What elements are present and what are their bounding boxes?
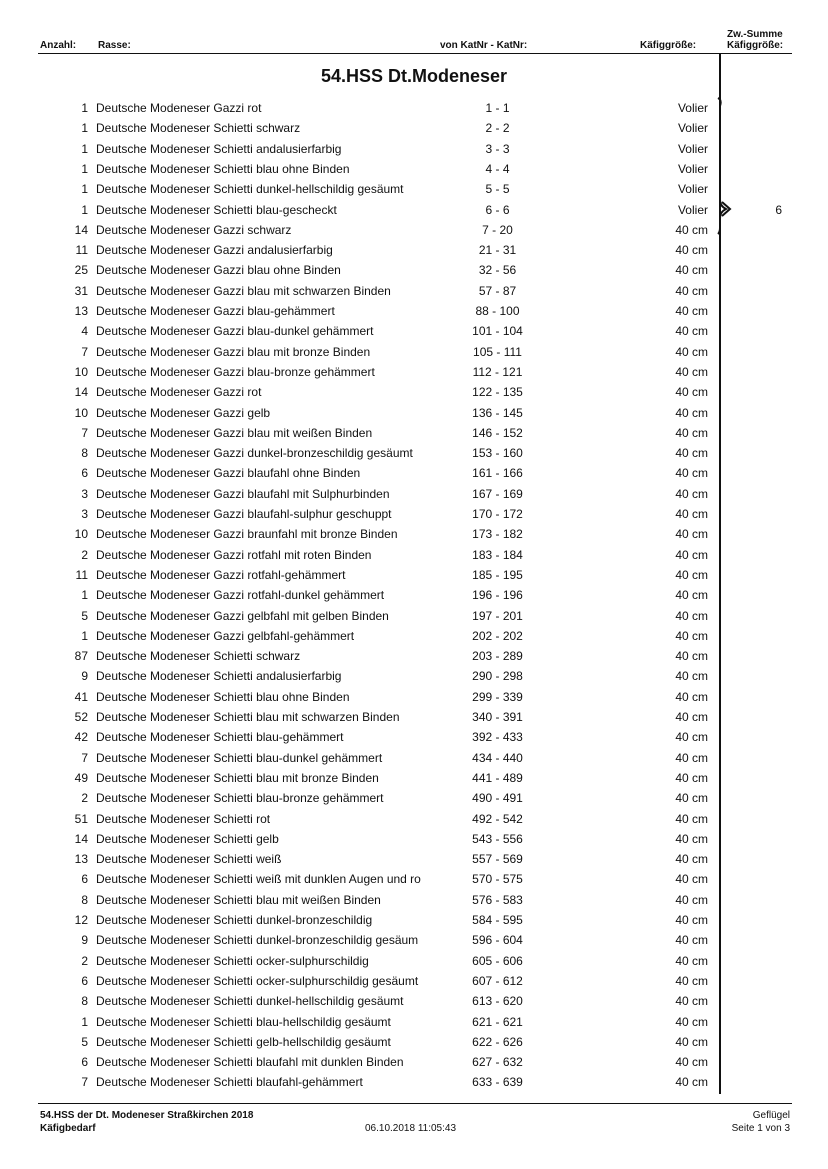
row-catalog-range: 173 - 182 (472, 527, 523, 542)
row-breed: Deutsche Modeneser Gazzi dunkel-bronzeschildig gesäumt (96, 446, 413, 461)
row-breed: Deutsche Modeneser Gazzi blaufahl-sulphur geschuppt (96, 507, 392, 521)
row-quantity: 87 (74, 649, 88, 664)
subtotal-count: 6 (775, 203, 782, 217)
row-breed: Deutsche Modeneser Schietti rot (96, 811, 271, 826)
row-quantity: 14 (74, 385, 88, 400)
table-row (0, 220, 828, 240)
row-breed: Deutsche Modeneser Schietti dunkel-hellschildig gesäumt (96, 994, 404, 1009)
row-cage-size: 40 cm (675, 1075, 708, 1090)
row-quantity: 25 (74, 263, 88, 278)
table-row (0, 118, 828, 138)
row-quantity: 10 (74, 405, 88, 420)
row-quantity: 10 (74, 527, 88, 542)
row-breed: Deutsche Modeneser Gazzi gelb (96, 405, 271, 420)
row-breed: Deutsche Modeneser Schietti blau mit bronze Binden (96, 770, 379, 785)
row-quantity: 11 (75, 567, 88, 582)
row-breed: Deutsche Modeneser Schietti weiß (96, 852, 282, 867)
row-quantity: 42 (74, 730, 88, 745)
row-breed: Deutsche Modeneser Schietti dunkel-hellschildig gesäumt (96, 182, 404, 197)
row-cage-size: 40 cm (675, 852, 708, 867)
table-row (0, 98, 828, 118)
table-row (0, 281, 828, 301)
table-row (0, 301, 828, 321)
row-cage-size: 40 cm (675, 649, 708, 664)
table-row (0, 200, 828, 220)
table-row (0, 930, 828, 950)
row-quantity: 7 (81, 344, 88, 359)
header-anzahl: Anzahl: (40, 40, 77, 51)
row-quantity: 1 (81, 101, 88, 115)
table-row (0, 524, 828, 544)
row-cage-size: 40 cm (675, 831, 708, 846)
row-cage-size: 40 cm (675, 344, 708, 359)
table-row (0, 809, 828, 829)
table-row (0, 727, 828, 747)
row-catalog-range: 32 - 56 (478, 263, 517, 278)
row-catalog-range: 299 - 339 (472, 689, 523, 704)
row-quantity: 1 (81, 121, 88, 136)
row-cage-size: 40 cm (675, 791, 708, 806)
row-catalog-range: 153 - 160 (472, 446, 523, 461)
header-rasse: Rasse: (98, 40, 131, 51)
row-quantity: 10 (74, 364, 88, 379)
table-row (0, 565, 828, 585)
row-quantity: 6 (81, 466, 88, 481)
footer-event: 54.HSS der Dt. Modeneser Straßkirchen 2018 (40, 1110, 254, 1121)
row-catalog-range: 6 - 6 (485, 202, 510, 217)
row-cage-size: Volier (677, 202, 708, 217)
section-title: 54.HSS Dt.Modeneser (320, 66, 508, 86)
footer-category: Geflügel (752, 1110, 790, 1121)
row-cage-size: 40 cm (675, 872, 708, 887)
row-catalog-range: 161 - 166 (472, 466, 523, 481)
row-breed: Deutsche Modeneser Schietti schwarz (96, 649, 301, 664)
row-quantity: 7 (81, 425, 88, 440)
row-cage-size: Volier (677, 141, 708, 156)
row-breed: Deutsche Modeneser Gazzi rotfahl-gehämmert (96, 567, 346, 582)
table-row (0, 626, 828, 646)
row-breed: Deutsche Modeneser Schietti blau ohne Binden (96, 161, 350, 176)
row-cage-size: 40 cm (675, 608, 708, 623)
table-row (0, 382, 828, 402)
row-cage-size: 40 cm (675, 385, 708, 400)
row-cage-size: 40 cm (675, 933, 708, 948)
row-breed: Deutsche Modeneser Gazzi rotfahl-dunkel gehämmert (96, 588, 385, 603)
row-quantity: 14 (74, 831, 88, 846)
row-cage-size: 40 cm (675, 243, 708, 258)
row-quantity: 7 (81, 750, 88, 765)
row-cage-size: 40 cm (675, 669, 708, 684)
row-cage-size: 40 cm (675, 567, 708, 582)
row-cage-size: Volier (677, 121, 708, 136)
row-catalog-range: 605 - 606 (472, 953, 523, 968)
table-row (0, 423, 828, 443)
row-breed: Deutsche Modeneser Gazzi braunfahl mit bronze Binden (96, 527, 398, 542)
row-catalog-range: 3 - 3 (485, 141, 510, 156)
row-quantity: 1 (81, 588, 88, 603)
row-catalog-range: 185 - 195 (472, 567, 523, 582)
row-cage-size: 40 cm (675, 689, 708, 704)
row-breed: Deutsche Modeneser Schietti blaufahl-gehämmert (96, 1075, 363, 1090)
row-catalog-range: 197 - 201 (472, 608, 523, 623)
header-kaefiggroesse: Käfiggröße: (640, 40, 697, 51)
row-cage-size: 40 cm (675, 628, 708, 643)
row-catalog-range: 7 - 20 (482, 222, 513, 237)
row-cage-size: 40 cm (675, 973, 708, 988)
row-catalog-range: 167 - 169 (472, 486, 523, 501)
row-catalog-range: 105 - 111 (473, 344, 522, 359)
row-catalog-range: 57 - 87 (478, 283, 517, 298)
table-row (0, 829, 828, 849)
table-row (0, 362, 828, 382)
table-row (0, 910, 828, 930)
row-catalog-range: 21 - 31 (478, 243, 517, 258)
row-catalog-range: 170 - 172 (472, 507, 523, 521)
table-row (0, 403, 828, 423)
row-quantity: 52 (74, 710, 88, 724)
row-catalog-range: 112 - 121 (472, 364, 523, 379)
row-quantity: 4 (81, 324, 88, 339)
row-quantity: 2 (81, 547, 88, 562)
header-katnr: von KatNr - KatNr: (440, 40, 528, 51)
row-cage-size: 40 cm (675, 953, 708, 968)
row-breed: Deutsche Modeneser Gazzi blau mit schwarzen Binden (96, 283, 391, 298)
row-cage-size: Volier (677, 182, 708, 197)
table-row (0, 646, 828, 666)
row-catalog-range: 392 - 433 (472, 730, 523, 745)
row-catalog-range: 596 - 604 (472, 933, 523, 948)
row-breed: Deutsche Modeneser Schietti ocker-sulphurschildig (96, 953, 369, 968)
row-catalog-range: 202 - 202 (472, 628, 523, 643)
table-row (0, 971, 828, 991)
row-quantity: 6 (81, 1055, 88, 1070)
row-quantity: 31 (74, 283, 88, 298)
row-catalog-range: 627 - 632 (472, 1055, 523, 1070)
row-quantity: 5 (81, 608, 88, 623)
table-row (0, 890, 828, 910)
row-breed: Deutsche Modeneser Gazzi schwarz (96, 222, 292, 237)
row-quantity: 1 (81, 628, 88, 643)
header-zw-kaefiggroesse: Käfiggröße: (727, 40, 784, 51)
row-quantity: 2 (81, 791, 88, 806)
table-row (0, 179, 828, 199)
row-breed: Deutsche Modeneser Gazzi andalusierfarbig (96, 243, 333, 258)
row-breed: Deutsche Modeneser Gazzi blaufahl mit Sulphurbinden (96, 486, 390, 501)
row-quantity: 13 (74, 304, 88, 318)
row-catalog-range: 88 - 100 (475, 304, 520, 318)
row-quantity: 49 (74, 770, 88, 785)
row-cage-size: 40 cm (675, 263, 708, 278)
row-cage-size: 40 cm (675, 222, 708, 237)
table-row (0, 869, 828, 889)
row-cage-size: 40 cm (675, 811, 708, 826)
row-quantity: 5 (81, 1034, 88, 1049)
row-quantity: 9 (81, 669, 88, 684)
row-catalog-range: 136 - 145 (472, 405, 523, 420)
table-row (0, 585, 828, 605)
footer-datetime: 06.10.2018 11:05:43 (365, 1123, 457, 1134)
row-catalog-range: 543 - 556 (472, 831, 523, 846)
table-row (0, 1012, 828, 1032)
header-zw-summe: Zw.-Summe (727, 29, 783, 40)
row-catalog-range: 340 - 391 (472, 710, 523, 724)
row-cage-size: Volier (677, 161, 708, 176)
row-cage-size: 40 cm (675, 588, 708, 603)
row-breed: Deutsche Modeneser Schietti ocker-sulphurschildig gesäumt (96, 973, 419, 988)
table-row (0, 1032, 828, 1052)
table-row (0, 788, 828, 808)
row-catalog-range: 584 - 595 (472, 913, 523, 927)
row-breed: Deutsche Modeneser Schietti blau-bronze gehämmert (96, 791, 384, 806)
row-catalog-range: 441 - 489 (472, 770, 523, 785)
row-breed: Deutsche Modeneser Schietti gelb (96, 831, 279, 846)
row-breed: Deutsche Modeneser Gazzi rot (96, 101, 262, 115)
row-cage-size: 40 cm (675, 486, 708, 501)
row-breed: Deutsche Modeneser Schietti blau-dunkel gehämmert (96, 750, 383, 765)
table-row (0, 321, 828, 341)
row-cage-size: 40 cm (675, 994, 708, 1009)
row-breed: Deutsche Modeneser Gazzi blau-gehämmert (96, 304, 335, 318)
row-cage-size: 40 cm (675, 750, 708, 765)
row-catalog-range: 490 - 491 (472, 791, 523, 806)
row-catalog-range: 1 - 1 (485, 101, 510, 115)
row-catalog-range: 146 - 152 (472, 425, 523, 440)
table-row (0, 951, 828, 971)
row-cage-size: 40 cm (675, 730, 708, 745)
row-quantity: 1 (81, 202, 88, 217)
row-breed: Deutsche Modeneser Schietti gelb-hellschildig gesäumt (96, 1034, 391, 1049)
row-quantity: 6 (81, 973, 88, 988)
table-row (0, 443, 828, 463)
header-rule (38, 53, 792, 54)
table-row (0, 768, 828, 788)
row-catalog-range: 434 - 440 (472, 750, 523, 765)
row-breed: Deutsche Modeneser Gazzi blau-bronze gehämmert (96, 364, 375, 379)
row-quantity: 51 (74, 811, 88, 826)
row-quantity: 1 (81, 141, 88, 156)
row-quantity: 9 (81, 933, 88, 948)
table-row (0, 707, 828, 727)
row-cage-size: 40 cm (675, 527, 708, 542)
table-row (0, 342, 828, 362)
row-quantity: 41 (74, 689, 88, 704)
row-cage-size: 40 cm (675, 770, 708, 785)
row-catalog-range: 196 - 196 (472, 588, 523, 603)
row-cage-size: Volier (677, 101, 708, 115)
row-catalog-range: 622 - 626 (472, 1034, 523, 1049)
table-row (0, 484, 828, 504)
row-quantity: 3 (81, 486, 88, 501)
row-cage-size: 40 cm (675, 304, 708, 318)
table-row (0, 991, 828, 1011)
table-row (0, 240, 828, 260)
row-cage-size: 40 cm (675, 913, 708, 927)
row-breed: Deutsche Modeneser Schietti dunkel-bronzeschildig gesäum (96, 933, 419, 948)
row-cage-size: 40 cm (675, 892, 708, 907)
row-catalog-range: 570 - 575 (472, 872, 523, 887)
row-breed: Deutsche Modeneser Gazzi rot (96, 385, 262, 400)
row-quantity: 1 (81, 182, 88, 197)
row-catalog-range: 607 - 612 (472, 973, 523, 988)
table-row (0, 139, 828, 159)
row-breed: Deutsche Modeneser Schietti blau-gescheckt (96, 202, 337, 217)
row-cage-size: 40 cm (675, 1014, 708, 1029)
row-cage-size: 40 cm (675, 547, 708, 562)
row-cage-size: 40 cm (675, 283, 708, 298)
row-catalog-range: 5 - 5 (485, 182, 510, 197)
row-quantity: 1 (81, 161, 88, 176)
row-quantity: 2 (81, 953, 88, 968)
table-row (0, 159, 828, 179)
footer-rule (38, 1103, 792, 1104)
row-cage-size: 40 cm (675, 425, 708, 440)
table-row (0, 463, 828, 483)
row-cage-size: 40 cm (675, 466, 708, 481)
table-row (0, 748, 828, 768)
row-breed: Deutsche Modeneser Schietti blaufahl mit dunklen Binden (96, 1055, 404, 1070)
row-quantity: 8 (81, 892, 88, 907)
row-breed: Deutsche Modeneser Gazzi blau ohne Binden (96, 263, 341, 278)
row-quantity: 8 (81, 994, 88, 1009)
row-cage-size: 40 cm (675, 364, 708, 379)
row-catalog-range: 203 - 289 (472, 649, 523, 664)
row-catalog-range: 576 - 583 (472, 892, 523, 907)
row-breed: Deutsche Modeneser Schietti schwarz (96, 121, 301, 136)
row-breed: Deutsche Modeneser Schietti weiß mit dunklen Augen und ro (96, 872, 421, 887)
row-breed: Deutsche Modeneser Schietti blau-gehämmert (96, 730, 344, 745)
table-row (0, 545, 828, 565)
table-row (0, 260, 828, 280)
footer-page: Seite 1 von 3 (731, 1123, 790, 1134)
row-breed: Deutsche Modeneser Schietti blau ohne Binden (96, 689, 350, 704)
row-breed: Deutsche Modeneser Gazzi blau-dunkel gehämmert (96, 324, 374, 339)
row-quantity: 7 (81, 1075, 88, 1090)
row-catalog-range: 557 - 569 (472, 852, 523, 867)
row-quantity: 12 (74, 913, 88, 927)
row-cage-size: 40 cm (675, 324, 708, 339)
row-catalog-range: 122 - 135 (472, 385, 523, 400)
footer-report: Käfigbedarf (40, 1123, 96, 1134)
row-breed: Deutsche Modeneser Schietti blau-hellschildig gesäumt (96, 1014, 391, 1029)
row-breed: Deutsche Modeneser Schietti dunkel-bronzeschildig (96, 913, 373, 927)
row-breed: Deutsche Modeneser Gazzi blaufahl ohne Binden (96, 466, 361, 481)
row-quantity: 13 (74, 852, 88, 867)
row-catalog-range: 621 - 621 (472, 1014, 523, 1029)
table-row (0, 606, 828, 626)
table-row (0, 504, 828, 524)
row-quantity: 6 (81, 872, 88, 887)
table-row (0, 666, 828, 686)
row-breed: Deutsche Modeneser Gazzi blau mit weißen Binden (96, 425, 373, 440)
row-cage-size: 40 cm (675, 1034, 708, 1049)
row-catalog-range: 613 - 620 (472, 994, 523, 1009)
row-catalog-range: 2 - 2 (485, 121, 510, 136)
table-row (0, 1072, 828, 1092)
row-breed: Deutsche Modeneser Schietti blau mit weißen Binden (96, 892, 381, 907)
row-catalog-range: 492 - 542 (472, 811, 523, 826)
row-breed: Deutsche Modeneser Schietti andalusierfarbig (96, 141, 342, 156)
row-breed: Deutsche Modeneser Schietti blau mit schwarzen Binden (96, 710, 400, 724)
row-quantity: 1 (81, 1014, 88, 1029)
row-catalog-range: 183 - 184 (472, 547, 523, 562)
row-cage-size: 40 cm (675, 1055, 708, 1070)
table-row (0, 687, 828, 707)
table-row (0, 1052, 828, 1072)
row-breed: Deutsche Modeneser Gazzi rotfahl mit roten Binden (96, 547, 372, 562)
row-quantity: 3 (81, 507, 88, 521)
row-catalog-range: 101 - 104 (472, 324, 523, 339)
row-catalog-range: 633 - 639 (472, 1075, 523, 1090)
row-quantity: 8 (81, 446, 88, 461)
row-breed: Deutsche Modeneser Gazzi gelbfahl-gehämmert (96, 628, 355, 643)
row-catalog-range: 4 - 4 (485, 161, 510, 176)
row-breed: Deutsche Modeneser Gazzi blau mit bronze Binden (96, 344, 371, 359)
row-cage-size: 40 cm (675, 710, 708, 724)
row-quantity: 14 (74, 222, 88, 237)
row-breed: Deutsche Modeneser Gazzi gelbfahl mit gelben Binden (96, 608, 389, 623)
row-quantity: 11 (75, 243, 88, 258)
row-catalog-range: 290 - 298 (472, 669, 523, 684)
row-cage-size: 40 cm (675, 446, 708, 461)
table-row (0, 849, 828, 869)
row-cage-size: 40 cm (675, 507, 708, 521)
row-cage-size: 40 cm (675, 405, 708, 420)
row-breed: Deutsche Modeneser Schietti andalusierfarbig (96, 669, 342, 684)
